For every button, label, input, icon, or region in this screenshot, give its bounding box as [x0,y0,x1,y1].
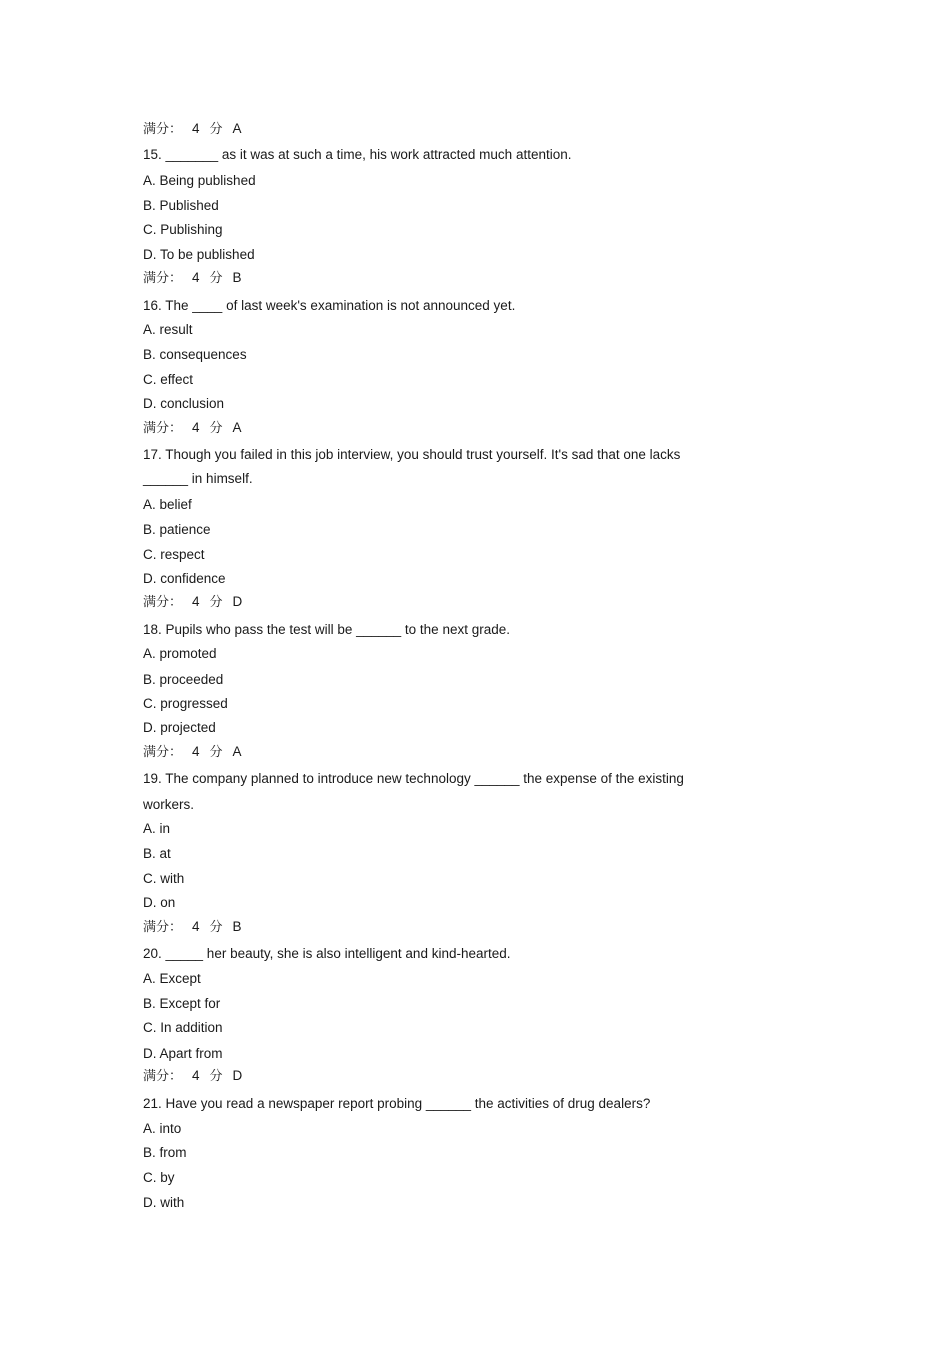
option-c: C. effect [143,372,194,387]
option-d: D. with [143,1195,185,1210]
score-unit: 分 [209,745,223,760]
score-label: 满分： [143,122,183,137]
option-d: D. Apart from [143,1046,223,1061]
question-stem: 16. The ____ of last week's examination is not announced yet. [143,298,516,313]
score-label: 满分： [143,745,183,760]
score-answer: D [232,1068,243,1083]
score-answer: A [232,420,242,435]
score-line [143,120,242,139]
score-unit: 分 [209,1069,223,1084]
score-unit: 分 [209,421,223,436]
score-line [143,419,242,438]
option-a: A. Except [143,971,201,986]
score-points: 4 [192,121,200,136]
option-d: D. on [143,895,176,910]
option-c: C. Publishing [143,222,223,237]
score-answer: A [232,121,242,136]
score-unit: 分 [209,595,223,610]
option-a: A. Being published [143,173,256,188]
option-c: C. by [143,1170,175,1185]
score-line [143,269,242,288]
score-unit: 分 [209,122,223,137]
question-stem-continuation: workers. [143,797,195,812]
option-b: B. Except for [143,996,221,1011]
score-points: 4 [192,594,200,609]
option-d: D. To be published [143,247,255,262]
option-c: C. progressed [143,696,228,711]
option-a: A. result [143,322,193,337]
score-points: 4 [192,744,200,759]
option-a: A. belief [143,497,192,512]
score-line [143,1067,242,1086]
question-stem: 18. Pupils who pass the test will be ______ to the next grade. [143,622,510,637]
score-answer: B [232,919,242,934]
option-b: B. from [143,1145,187,1160]
score-label: 满分： [143,1069,183,1084]
option-b: B. patience [143,522,211,537]
option-b: B. at [143,846,171,861]
score-line [143,743,242,762]
option-c: C. In addition [143,1020,223,1035]
option-b: B. consequences [143,347,247,362]
option-b: B. Published [143,198,219,213]
score-answer: D [232,594,243,609]
option-d: D. confidence [143,571,226,586]
option-c: C. respect [143,547,205,562]
question-stem: 19. The company planned to introduce new technology ______ the expense of the existing [143,771,684,786]
option-b: B. proceeded [143,672,224,687]
option-d: D. conclusion [143,396,225,411]
score-points: 4 [192,420,200,435]
score-answer: B [232,270,242,285]
question-stem: 21. Have you read a newspaper report probing ______ the activities of drug dealers? [143,1096,651,1111]
score-points: 4 [192,919,200,934]
score-label: 满分： [143,421,183,436]
score-line [143,918,242,937]
question-stem: 17. Though you failed in this job interview, you should trust yourself. It's sad that one lacks [143,447,681,462]
score-label: 满分： [143,595,183,610]
option-a: A. into [143,1121,182,1136]
question-stem: 20. _____ her beauty, she is also intelligent and kind-hearted. [143,946,511,961]
question-stem: 15. _______ as it was at such a time, his work attracted much attention. [143,147,572,162]
score-answer: A [232,744,242,759]
option-a: A. promoted [143,646,217,661]
score-unit: 分 [209,920,223,935]
score-points: 4 [192,270,200,285]
score-line [143,593,242,612]
option-a: A. in [143,821,171,836]
score-points: 4 [192,1068,200,1083]
score-label: 满分： [143,271,183,286]
option-d: D. projected [143,720,216,735]
option-c: C. with [143,871,185,886]
score-label: 满分： [143,920,183,935]
score-unit: 分 [209,271,223,286]
question-stem-continuation: ______ in himself. [143,471,253,486]
